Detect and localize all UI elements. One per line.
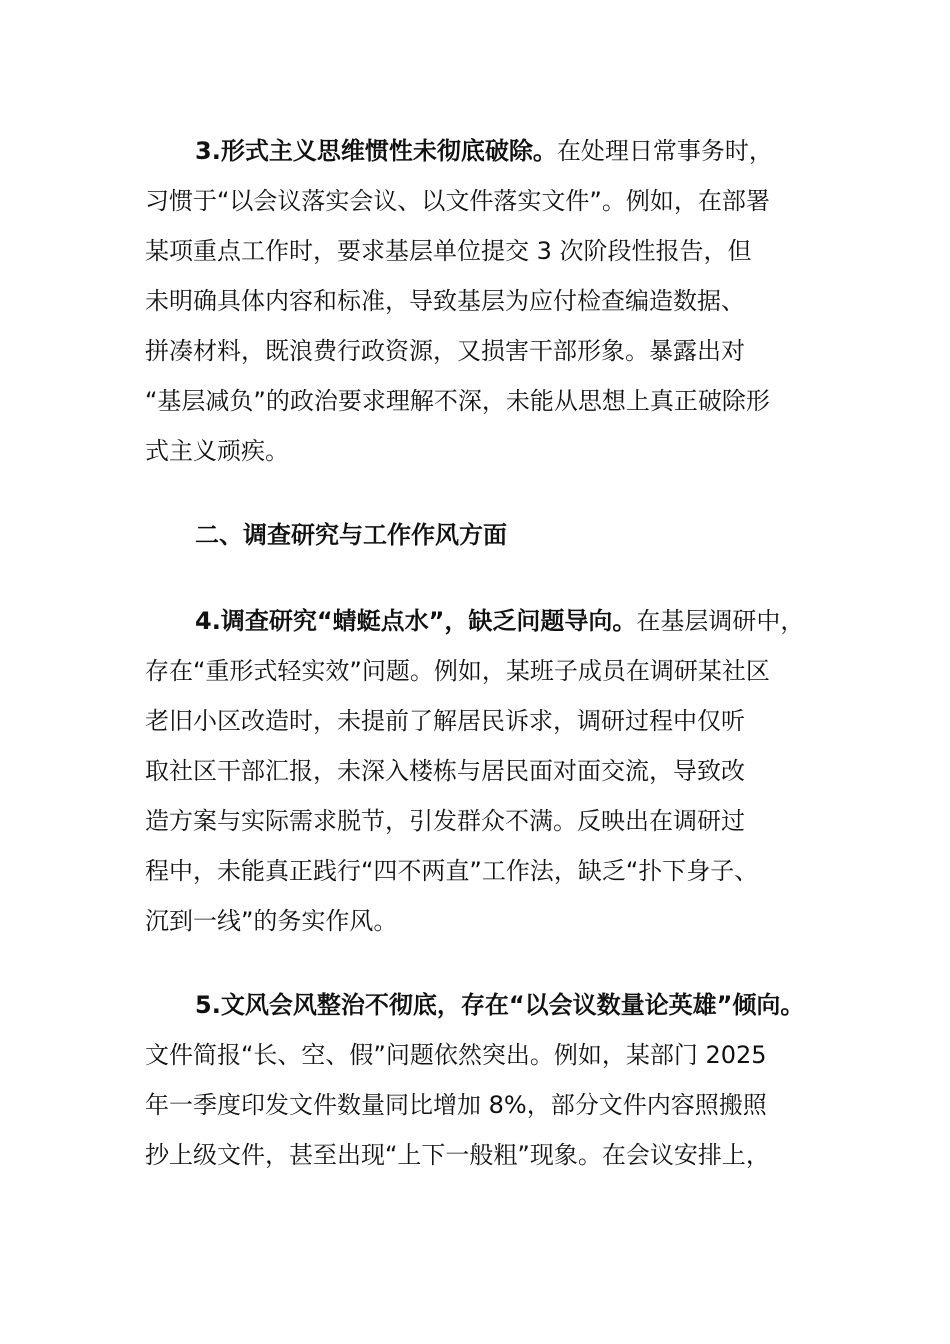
- paragraph-4-line-7: 沉到一线”的务实作风。: [145, 907, 398, 935]
- paragraph-3-lead: 3.形式主义思维惯性未彻底破除。: [195, 137, 557, 165]
- paragraph-3-line-6: “基层减负”的政治要求理解不深，未能从思想上真正破除形: [145, 387, 770, 415]
- section-heading: 二、调查研究与工作作风方面: [195, 521, 507, 549]
- paragraph-3-line-2: 习惯于“以会议落实会议、以文件落实文件”。例如，在部署: [145, 187, 770, 215]
- paragraph-3-text: 在处理日常事务时，: [556, 137, 773, 165]
- paragraph-3-line-7: 式主义顽疾。: [145, 437, 289, 465]
- paragraph-5-line-4: 抄上级文件，甚至出现“上下一般粗”现象。在会议安排上，: [145, 1141, 770, 1169]
- paragraph-5-line-1: [195, 990, 804, 1020]
- paragraph-3-line-5: 拼凑材料，既浪费行政资源，又损害干部形象。暴露出对: [145, 337, 745, 365]
- paragraph-4-line-3: 老旧小区改造时，未提前了解居民诉求，调研过程中仅听: [145, 707, 745, 735]
- paragraph-3-line-1: [195, 136, 773, 166]
- paragraph-4-line-4: 取社区干部汇报，未深入楼栋与居民面对面交流，导致改: [145, 757, 745, 785]
- paragraph-5-line-2: 文件简报“长、空、假”问题依然突出。例如，某部门 2025: [145, 1041, 767, 1069]
- paragraph-4-line-5: 造方案与实际需求脱节，引发群众不满。反映出在调研过: [145, 807, 745, 835]
- paragraph-4-text: 在基层调研中，: [636, 607, 805, 635]
- paragraph-4-line-6: 程中，未能真正践行“四不两直”工作法，缺乏“扑下身子、: [145, 857, 759, 885]
- paragraph-3-line-3: 某项重点工作时，要求基层单位提交 3 次阶段性报告，但: [145, 237, 752, 265]
- paragraph-5-line-3: 年一季度印发文件数量同比增加 8%，部分文件内容照搬照: [145, 1091, 767, 1119]
- paragraph-4-line-1: [195, 606, 804, 636]
- paragraph-3-line-4: 未明确具体内容和标准，导致基层为应付检查编造数据、: [145, 287, 745, 315]
- paragraph-4-lead: 4.调查研究“蜻蜓点水”，缺乏问题导向。: [195, 607, 637, 635]
- paragraph-5-lead: 5.文风会风整治不彻底，存在“以会议数量论英雄”倾向。: [195, 991, 805, 1019]
- paragraph-4-line-2: 存在“重形式轻实效”问题。例如，某班子成员在调研某社区: [145, 657, 770, 685]
